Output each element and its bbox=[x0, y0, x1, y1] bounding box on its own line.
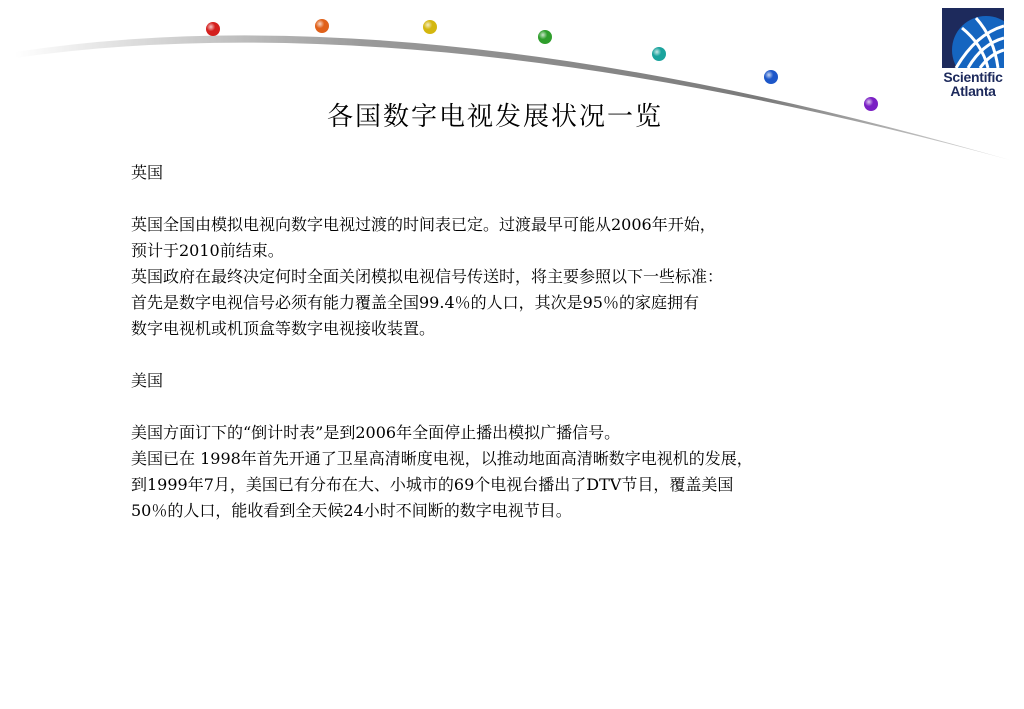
logo-wordmark bbox=[928, 70, 1018, 98]
teal-ball-highlight bbox=[652, 47, 666, 61]
us-line-4: 50％的人口，能收看到全天候24小时不间断的数字电视节目。 bbox=[131, 501, 572, 520]
globe-logo-icon bbox=[942, 8, 1004, 68]
us-line-2: 美国已在 1998年首先开通了卫星高清晰度电视，以推动地面高清晰数字电视机的发展， bbox=[131, 449, 753, 468]
us-line-1: 美国方面订下的“倒计时表”是到2006年全面停止播出模拟广播信号。 bbox=[131, 423, 621, 442]
green-ball-highlight bbox=[538, 30, 552, 44]
slide-body bbox=[131, 160, 991, 524]
logo-line-2: Atlanta bbox=[950, 83, 996, 99]
uk-line-2: 预计于2010前结束。 bbox=[131, 241, 284, 260]
red-ball-highlight bbox=[206, 22, 220, 36]
scientific-atlanta-logo bbox=[928, 8, 1018, 103]
spacer bbox=[131, 186, 991, 212]
uk-line-3: 英国政府在最终决定何时全面关闭模拟电视信号传送时，将主要参照以下一些标准： bbox=[131, 267, 724, 286]
spacer bbox=[131, 394, 991, 420]
uk-line-1: 英国全国由模拟电视向数字电视过渡的时间表已定。过渡最早可能从2006年开始， bbox=[131, 215, 716, 234]
blue-ball-highlight bbox=[764, 70, 778, 84]
section-heading-us: 美国 bbox=[131, 371, 164, 390]
logo-line-1: Scientific bbox=[943, 69, 1003, 85]
spacer bbox=[131, 342, 991, 368]
us-line-3: 到1999年7月，美国已有分布在大、小城市的69个电视台播出了DTV节目，覆盖美国 bbox=[131, 475, 734, 494]
orange-ball-highlight bbox=[315, 19, 329, 33]
slide-title: 各国数字电视发展状况一览 bbox=[326, 102, 663, 132]
section-heading-uk: 英国 bbox=[131, 163, 164, 182]
yellow-ball-highlight bbox=[423, 20, 437, 34]
uk-line-4: 首先是数字电视信号必须有能力覆盖全国99.4％的人口，其次是95％的家庭拥有 bbox=[131, 293, 699, 312]
uk-line-5: 数字电视机或机顶盒等数字电视接收装置。 bbox=[131, 319, 436, 338]
